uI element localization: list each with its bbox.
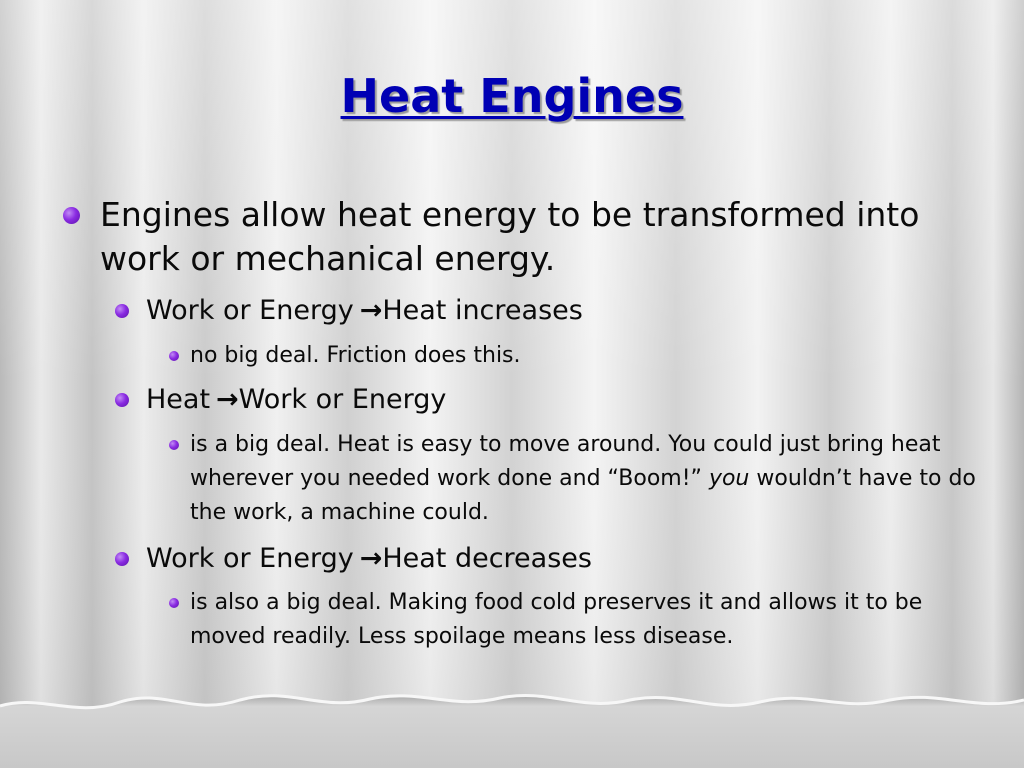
- bullet-text: Heat: [146, 384, 211, 415]
- purple-bullet-icon: [169, 598, 179, 608]
- bullet-text-italic: you: [708, 466, 750, 491]
- right-arrow-icon: →: [359, 543, 383, 574]
- purple-bullet-icon: [115, 304, 129, 318]
- bullet-text: Engines allow heat energy to be transformed into work or mechanical energy.: [100, 195, 920, 278]
- bullet-text: wouldn’t have to do the work, a machine could.: [190, 466, 976, 525]
- bullet-text: Heat decreases: [382, 543, 592, 574]
- bullet-text: Work or Energy: [238, 384, 447, 415]
- bullet-heat-to-work: [146, 383, 976, 417]
- bullet-text: no big deal. Friction does this.: [190, 343, 521, 368]
- slide-title-text: Heat Engines: [340, 69, 684, 123]
- sub-bullet-food-cold: [190, 586, 980, 654]
- bullet-text: Work or Energy: [146, 543, 354, 574]
- bullet-work-to-heat-decreases: [146, 542, 976, 576]
- purple-bullet-icon: [169, 351, 179, 361]
- bullet-engines: [100, 193, 980, 281]
- purple-bullet-icon: [115, 393, 129, 407]
- bullet-text: Work or Energy: [146, 295, 354, 326]
- bullet-text: is a big deal. Heat is easy to move around. You could just bring heat wherever you needed work done and “Boom!”: [190, 432, 941, 491]
- sub-bullet-friction: [190, 339, 980, 373]
- purple-bullet-icon: [115, 552, 129, 566]
- purple-bullet-icon: [169, 440, 179, 450]
- bullet-text: Heat increases: [382, 295, 583, 326]
- bullet-text: is also a big deal. Making food cold preserves it and allows it to be moved readily. Less spoilage means less disease.: [190, 590, 923, 649]
- right-arrow-icon: →: [359, 295, 383, 326]
- right-arrow-icon: →: [216, 384, 239, 415]
- bullet-work-to-heat-increases: [146, 294, 976, 328]
- sub-bullet-heat-easy-to-move: [190, 428, 980, 530]
- purple-bullet-icon: [63, 207, 80, 224]
